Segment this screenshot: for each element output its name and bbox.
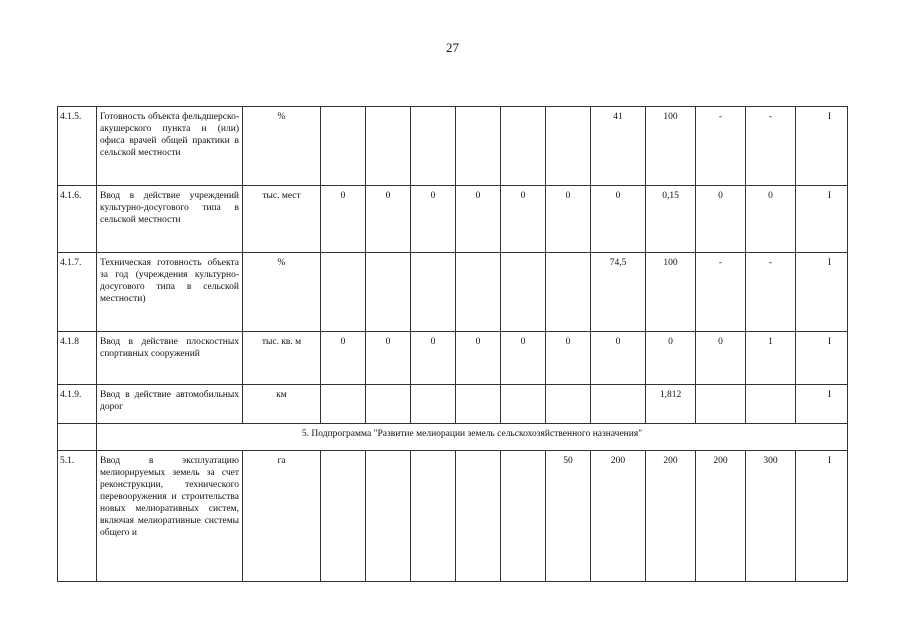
value-cell — [366, 107, 411, 186]
value-cell: 0 — [456, 332, 501, 385]
value-cell: 0 — [411, 332, 456, 385]
indicator-name: Ввод в действие учреждений культурно-досугового типа в сельской местности — [97, 186, 243, 253]
value-cell — [366, 253, 411, 332]
row-number: 4.1.6. — [58, 186, 97, 253]
type-cell: I — [796, 253, 848, 332]
value-cell — [366, 385, 411, 424]
table-row — [58, 385, 848, 424]
value-cell: 0 — [546, 186, 591, 253]
unit-cell: % — [243, 253, 321, 332]
value-cell: 0,15 — [646, 186, 696, 253]
unit-cell: тыс. мест — [243, 186, 321, 253]
value-cell — [501, 451, 546, 582]
value-cell — [456, 385, 501, 424]
value-cell — [456, 107, 501, 186]
value-cell: 1 — [746, 332, 796, 385]
value-cell — [321, 107, 366, 186]
value-cell — [321, 451, 366, 582]
table-row — [58, 107, 848, 186]
section-row — [58, 424, 848, 451]
value-cell: 0 — [366, 186, 411, 253]
type-cell: I — [796, 107, 848, 186]
value-cell: - — [746, 253, 796, 332]
value-cell: 0 — [456, 186, 501, 253]
table-body — [58, 107, 848, 582]
unit-cell: км — [243, 385, 321, 424]
table-row — [58, 186, 848, 253]
value-cell: 0 — [501, 332, 546, 385]
table-row — [58, 332, 848, 385]
indicator-name: Ввод в действие автомобильных дорог — [97, 385, 243, 424]
value-cell: 0 — [696, 186, 746, 253]
value-cell — [746, 385, 796, 424]
value-cell: 0 — [591, 332, 646, 385]
value-cell: 0 — [646, 332, 696, 385]
value-cell: 100 — [646, 107, 696, 186]
value-cell — [411, 107, 456, 186]
value-cell: 200 — [646, 451, 696, 582]
value-cell: 0 — [366, 332, 411, 385]
indicator-name: Техническая готовность объекта за год (учреждения культурно-досугового типа в сельской местности) — [97, 253, 243, 332]
section-number-cell — [58, 424, 97, 451]
indicator-name: Ввод в эксплуатацию мелиорируемых земель за счет реконструкции, технического перевооружения и строительства новых мелиоративных систем, включая мелиоративные системы общего и — [97, 451, 243, 582]
value-cell: 0 — [321, 186, 366, 253]
value-cell: 74,5 — [591, 253, 646, 332]
indicator-table — [57, 106, 848, 582]
value-cell — [501, 253, 546, 332]
indicator-name: Ввод в действие плоскостных спортивных сооружений — [97, 332, 243, 385]
value-cell — [411, 253, 456, 332]
value-cell: 100 — [646, 253, 696, 332]
section-title: 5. Подпрограмма "Развитие мелиорации земель сельскохозяйственного назначения" — [97, 424, 848, 451]
value-cell: 41 — [591, 107, 646, 186]
row-number: 4.1.7. — [58, 253, 97, 332]
value-cell: 0 — [321, 332, 366, 385]
value-cell: 0 — [746, 186, 796, 253]
value-cell — [321, 253, 366, 332]
value-cell — [591, 385, 646, 424]
row-number: 4.1.5. — [58, 107, 97, 186]
value-cell: 0 — [411, 186, 456, 253]
type-cell: I — [796, 186, 848, 253]
value-cell: 200 — [696, 451, 746, 582]
page-number: 27 — [446, 40, 459, 55]
value-cell: - — [696, 253, 746, 332]
value-cell: 200 — [591, 451, 646, 582]
value-cell — [366, 451, 411, 582]
value-cell — [456, 451, 501, 582]
type-cell: I — [796, 332, 848, 385]
value-cell — [546, 107, 591, 186]
value-cell — [546, 253, 591, 332]
unit-cell: га — [243, 451, 321, 582]
value-cell — [546, 385, 591, 424]
value-cell: - — [746, 107, 796, 186]
row-number: 5.1. — [58, 451, 97, 582]
value-cell: 0 — [501, 186, 546, 253]
value-cell: 50 — [546, 451, 591, 582]
value-cell: 0 — [696, 332, 746, 385]
value-cell — [501, 385, 546, 424]
value-cell: 0 — [546, 332, 591, 385]
unit-cell: % — [243, 107, 321, 186]
table-row — [58, 253, 848, 332]
row-number: 4.1.9. — [58, 385, 97, 424]
row-number: 4.1.8 — [58, 332, 97, 385]
type-cell: I — [796, 385, 848, 424]
type-cell: I — [796, 451, 848, 582]
table-row — [58, 451, 848, 582]
value-cell: - — [696, 107, 746, 186]
value-cell — [456, 253, 501, 332]
unit-cell: тыс. кв. м — [243, 332, 321, 385]
indicator-name: Готовность объекта фельдшерско-акушерского пункта и (или) офиса врачей общей практики в сельской местности — [97, 107, 243, 186]
value-cell — [411, 385, 456, 424]
value-cell — [411, 451, 456, 582]
value-cell: 300 — [746, 451, 796, 582]
value-cell — [696, 385, 746, 424]
value-cell: 1,812 — [646, 385, 696, 424]
value-cell — [501, 107, 546, 186]
value-cell — [321, 385, 366, 424]
value-cell: 0 — [591, 186, 646, 253]
